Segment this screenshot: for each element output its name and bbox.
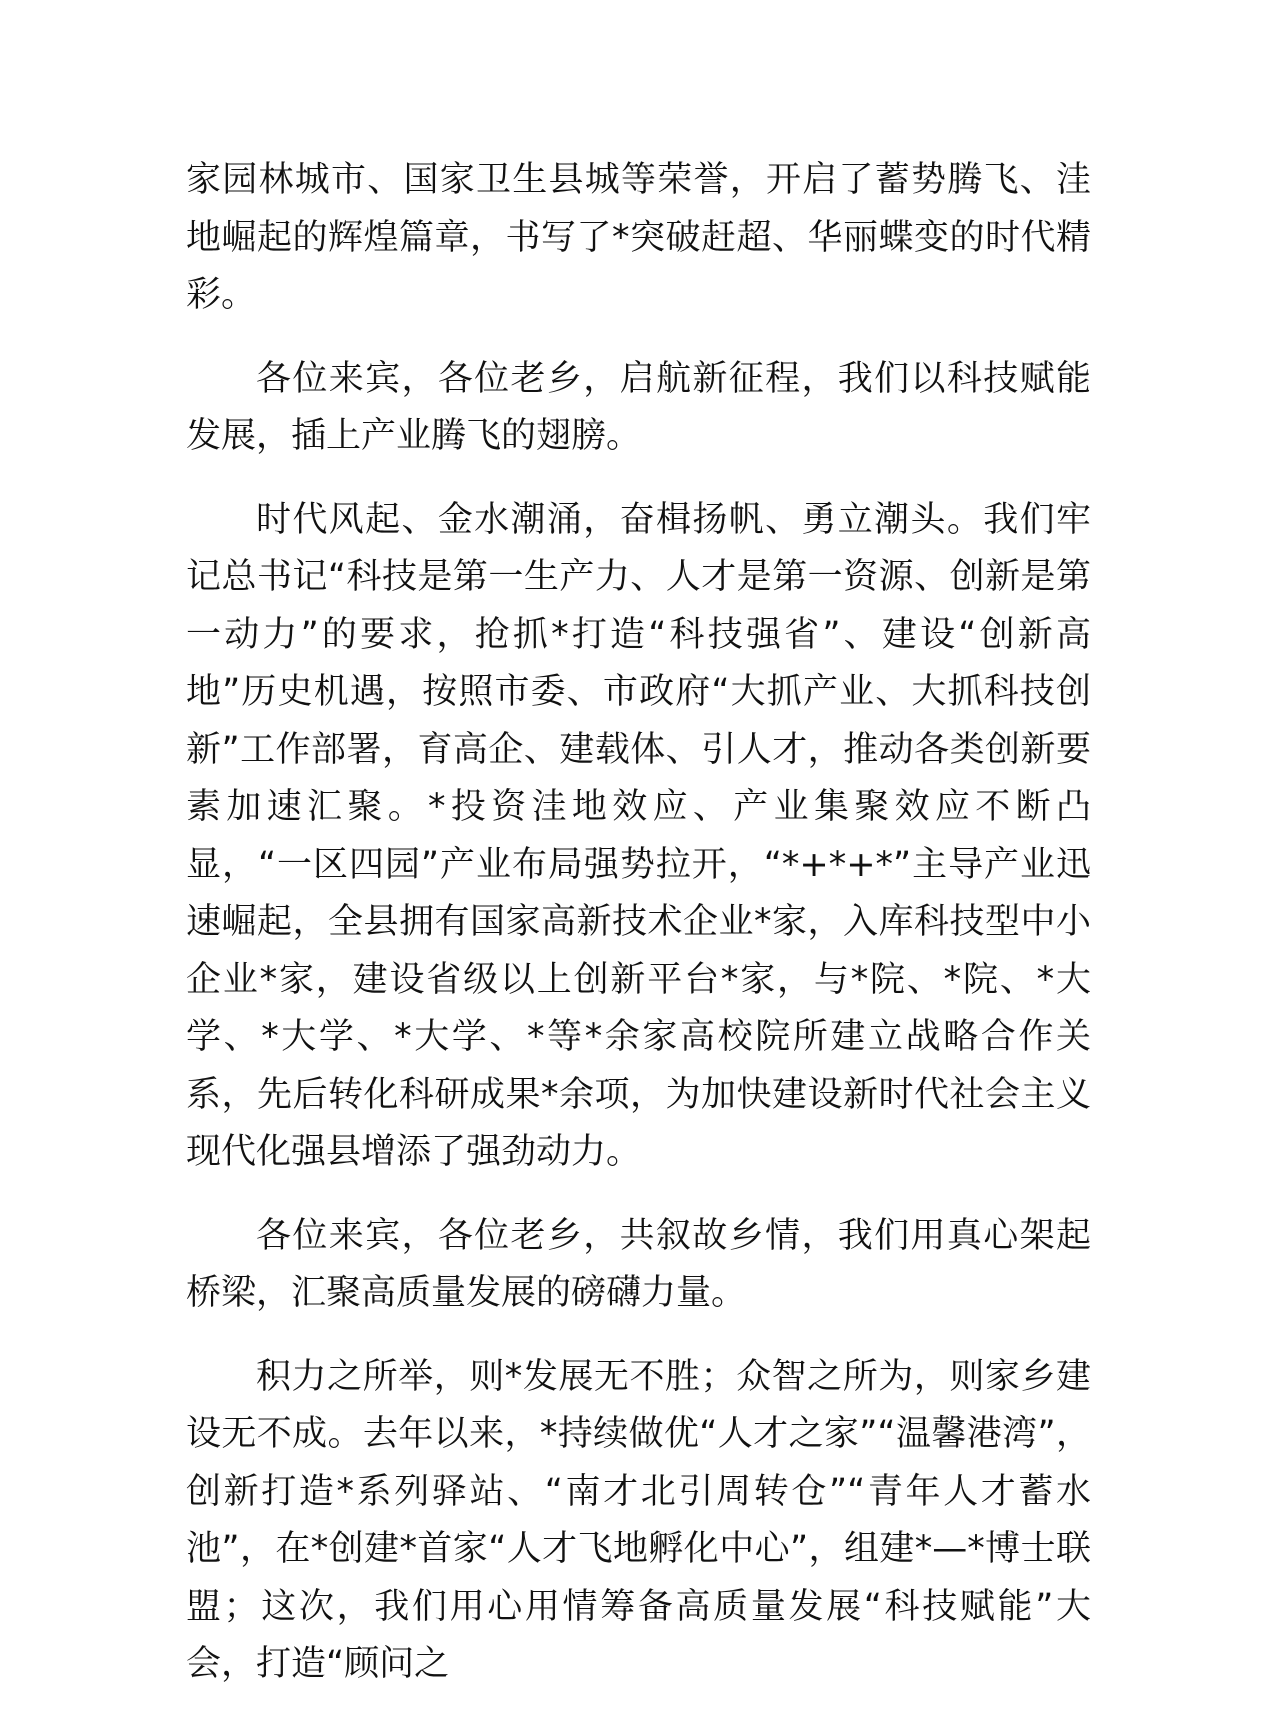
paragraph-continuation: 家园林城市、国家卫生县城等荣誉，开启了蓄势腾飞、洼地崛起的辉煌篇章，书写了*突破赶超、华丽蝶变的时代精彩。 — [186, 160, 1091, 315]
paragraph-hometown-bond: 各位来宾，各位老乡，共叙故乡情，我们用真心架起桥梁，汇聚高质量发展的磅礴力量。 — [186, 1215, 1091, 1313]
paragraph-talent-gathering: 积力之所举，则*发展无不胜；众智之所为，则家乡建设无不成。去年以来，*持续做优“人才之家”“温馨港湾”，创新打造*系列驿站、“南才北引周转仓”“青年人才蓄水池”，在*创建*首家“人才飞地孵化中心”，组建*—*博士联盟；这次，我们用心用情筹备高质量发展“科技赋能”大会，打造“顾问之 — [186, 1356, 1091, 1684]
paragraph-technology-innovation: 时代风起、金水潮涌，奋楫扬帆、勇立潮头。我们牢记总书记“科技是第一生产力、人才是第一资源、创新是第一动力”的要求，抢抓*打造“科技强省”、建设“创新高地”历史机遇，按照市委、市政府“大抓产业、大抓科技创新”工作部署，育高企、建载体、引人才，推动各类创新要素加速汇聚。*投资洼地效应、产业集聚效应不断凸显，“一区四园”产业布局强势拉开，“*+*+*”主导产业迅速崛起，全县拥有国家高新技术企业*家，入库科技型中小企业*家，建设省级以上创新平台*家，与*院、*院、*大学、*大学、*大学、*等*余家高校院所建立战略合作关系，先后转化科研成果*余项，为加快建设新时代社会主义现代化强县增添了强劲动力。 — [186, 499, 1091, 1172]
paragraph-new-journey: 各位来宾，各位老乡，启航新征程，我们以科技赋能发展，插上产业腾飞的翅膀。 — [186, 358, 1091, 456]
document-body — [186, 152, 1091, 1720]
